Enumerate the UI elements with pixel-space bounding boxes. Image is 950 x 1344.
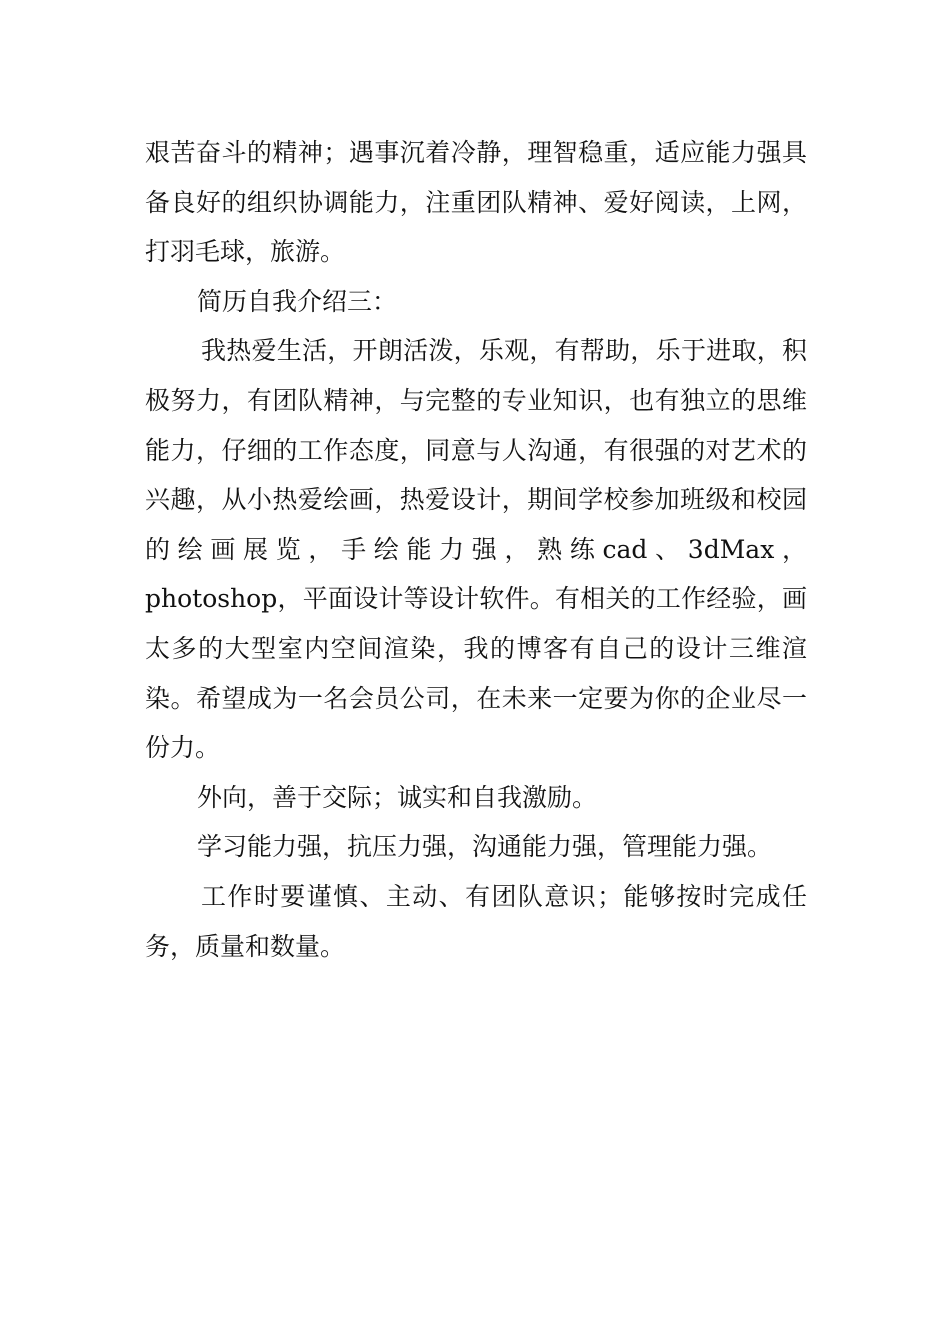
document-body <box>145 128 807 971</box>
paragraph-1: 艰苦奋斗的精神；遇事沉着冷静，理智稳重，适应能力强具备良好的组织协调能力，注重团队精神、爱好阅读，上网，打羽毛球，旅游。 <box>145 138 807 267</box>
paragraph-4: 外向，善于交际；诚实和自我激励。 <box>197 782 598 812</box>
paragraph-2-heading: 简历自我介绍三： <box>197 286 398 316</box>
paragraph-5: 学习能力强，抗压力强，沟通能力强，管理能力强。 <box>197 832 773 862</box>
paragraph-6: 工作时要谨慎、主动、有团队意识；能够按时完成任务，质量和数量。 <box>145 881 807 961</box>
paragraph-3: 我热爱生活，开朗活泼，乐观，有帮助，乐于进取，积极努力，有团队精神，与完整的专业知识，也有独立的思维能力，仔细的工作态度，同意与人沟通，有很强的对艺术的兴趣，从小热爱绘画，热爱设计，期间学校参加班级和校园的绘画展览，手绘能力强，熟练cad、3dMax，photoshop，平面设计等设计软件。有相关的工作经验，画太多的大型室内空间渲染，我的博客有自己的设计三维渲染。希望成为一名会员公司，在未来一定要为你的企业尽一份力。 <box>145 336 807 763</box>
